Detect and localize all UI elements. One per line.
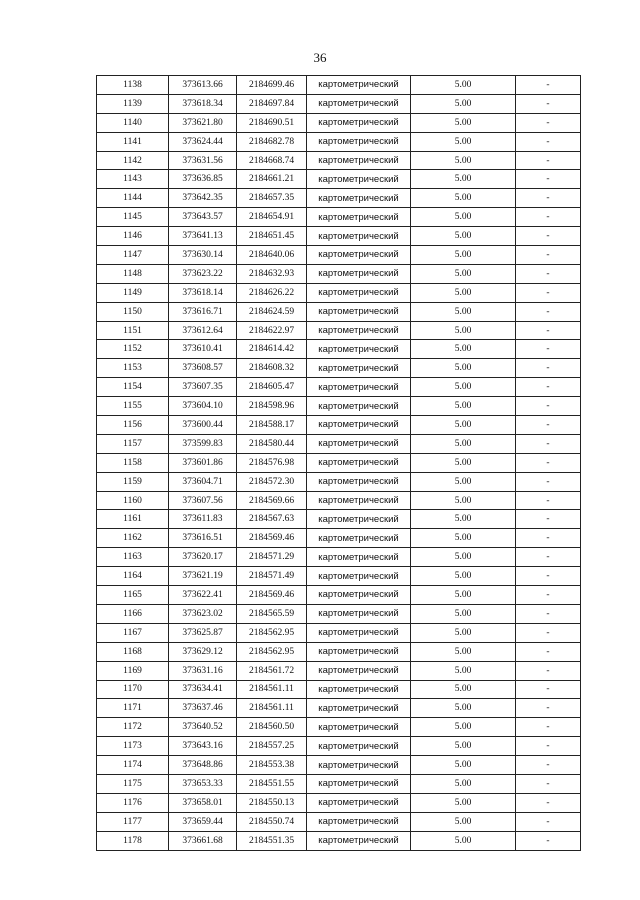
description-cell: -	[516, 831, 581, 850]
x-coordinate-cell: 373600.44	[169, 416, 237, 435]
x-coordinate-cell: 373613.66	[169, 76, 237, 95]
x-coordinate-cell: 373648.86	[169, 756, 237, 775]
description-cell: -	[516, 170, 581, 189]
table-row	[97, 529, 581, 548]
y-coordinate-cell: 2184626.22	[237, 283, 307, 302]
description-cell: -	[516, 76, 581, 95]
x-coordinate-cell: 373607.56	[169, 491, 237, 510]
accuracy-cell: 5.00	[411, 567, 516, 586]
description-cell: -	[516, 548, 581, 567]
x-coordinate-cell: 373604.10	[169, 397, 237, 416]
accuracy-cell: 5.00	[411, 76, 516, 95]
y-coordinate-cell: 2184654.91	[237, 208, 307, 227]
method-cell: картометрический	[307, 397, 411, 416]
description-cell: -	[516, 264, 581, 283]
accuracy-cell: 5.00	[411, 170, 516, 189]
y-coordinate-cell: 2184661.21	[237, 170, 307, 189]
point-number-cell: 1162	[97, 529, 169, 548]
y-coordinate-cell: 2184598.96	[237, 397, 307, 416]
method-cell: картометрический	[307, 793, 411, 812]
point-number-cell: 1163	[97, 548, 169, 567]
description-cell: -	[516, 680, 581, 699]
table-row	[97, 246, 581, 265]
description-cell: -	[516, 434, 581, 453]
description-cell: -	[516, 604, 581, 623]
description-cell: -	[516, 737, 581, 756]
method-cell: картометрический	[307, 340, 411, 359]
table-row	[97, 208, 581, 227]
method-cell: картометрический	[307, 189, 411, 208]
point-number-cell: 1172	[97, 718, 169, 737]
description-cell: -	[516, 340, 581, 359]
method-cell: картометрический	[307, 283, 411, 302]
method-cell: картометрический	[307, 378, 411, 397]
accuracy-cell: 5.00	[411, 831, 516, 850]
method-cell: картометрический	[307, 321, 411, 340]
accuracy-cell: 5.00	[411, 453, 516, 472]
table-row	[97, 680, 581, 699]
y-coordinate-cell: 2184553.38	[237, 756, 307, 775]
y-coordinate-cell: 2184569.66	[237, 491, 307, 510]
table-row	[97, 567, 581, 586]
point-number-cell: 1140	[97, 113, 169, 132]
accuracy-cell: 5.00	[411, 529, 516, 548]
table-row	[97, 718, 581, 737]
accuracy-cell: 5.00	[411, 812, 516, 831]
point-number-cell: 1167	[97, 623, 169, 642]
description-cell: -	[516, 208, 581, 227]
x-coordinate-cell: 373625.87	[169, 623, 237, 642]
accuracy-cell: 5.00	[411, 359, 516, 378]
accuracy-cell: 5.00	[411, 699, 516, 718]
x-coordinate-cell: 373661.68	[169, 831, 237, 850]
x-coordinate-cell: 373623.22	[169, 264, 237, 283]
y-coordinate-cell: 2184614.42	[237, 340, 307, 359]
description-cell: -	[516, 132, 581, 151]
table-row	[97, 189, 581, 208]
point-number-cell: 1158	[97, 453, 169, 472]
x-coordinate-cell: 373631.56	[169, 151, 237, 170]
method-cell: картометрический	[307, 491, 411, 510]
point-number-cell: 1164	[97, 567, 169, 586]
table-row	[97, 472, 581, 491]
description-cell: -	[516, 699, 581, 718]
table-row	[97, 359, 581, 378]
description-cell: -	[516, 718, 581, 737]
point-number-cell: 1177	[97, 812, 169, 831]
method-cell: картометрический	[307, 359, 411, 378]
table-row	[97, 227, 581, 246]
method-cell: картометрический	[307, 76, 411, 95]
x-coordinate-cell: 373621.80	[169, 113, 237, 132]
x-coordinate-cell: 373607.35	[169, 378, 237, 397]
y-coordinate-cell: 2184572.30	[237, 472, 307, 491]
method-cell: картометрический	[307, 246, 411, 265]
accuracy-cell: 5.00	[411, 510, 516, 529]
y-coordinate-cell: 2184682.78	[237, 132, 307, 151]
table-row	[97, 623, 581, 642]
x-coordinate-cell: 373637.46	[169, 699, 237, 718]
y-coordinate-cell: 2184588.17	[237, 416, 307, 435]
table-row	[97, 340, 581, 359]
method-cell: картометрический	[307, 774, 411, 793]
table-row	[97, 132, 581, 151]
point-number-cell: 1174	[97, 756, 169, 775]
point-number-cell: 1165	[97, 586, 169, 605]
x-coordinate-cell: 373618.14	[169, 283, 237, 302]
accuracy-cell: 5.00	[411, 321, 516, 340]
y-coordinate-cell: 2184690.51	[237, 113, 307, 132]
table-row	[97, 793, 581, 812]
y-coordinate-cell: 2184567.63	[237, 510, 307, 529]
y-coordinate-cell: 2184551.35	[237, 831, 307, 850]
method-cell: картометрический	[307, 151, 411, 170]
point-number-cell: 1145	[97, 208, 169, 227]
description-cell: -	[516, 113, 581, 132]
point-number-cell: 1169	[97, 661, 169, 680]
x-coordinate-cell: 373616.51	[169, 529, 237, 548]
method-cell: картометрический	[307, 510, 411, 529]
accuracy-cell: 5.00	[411, 642, 516, 661]
accuracy-cell: 5.00	[411, 737, 516, 756]
method-cell: картометрический	[307, 472, 411, 491]
table-row	[97, 416, 581, 435]
x-coordinate-cell: 373611.83	[169, 510, 237, 529]
accuracy-cell: 5.00	[411, 189, 516, 208]
description-cell: -	[516, 397, 581, 416]
point-number-cell: 1160	[97, 491, 169, 510]
point-number-cell: 1154	[97, 378, 169, 397]
point-number-cell: 1147	[97, 246, 169, 265]
method-cell: картометрический	[307, 434, 411, 453]
accuracy-cell: 5.00	[411, 774, 516, 793]
y-coordinate-cell: 2184580.44	[237, 434, 307, 453]
y-coordinate-cell: 2184640.06	[237, 246, 307, 265]
point-number-cell: 1153	[97, 359, 169, 378]
y-coordinate-cell: 2184569.46	[237, 529, 307, 548]
x-coordinate-cell: 373624.44	[169, 132, 237, 151]
table-row	[97, 586, 581, 605]
method-cell: картометрический	[307, 756, 411, 775]
point-number-cell: 1148	[97, 264, 169, 283]
accuracy-cell: 5.00	[411, 793, 516, 812]
point-number-cell: 1150	[97, 302, 169, 321]
y-coordinate-cell: 2184557.25	[237, 737, 307, 756]
point-number-cell: 1161	[97, 510, 169, 529]
point-number-cell: 1138	[97, 76, 169, 95]
table-row	[97, 76, 581, 95]
accuracy-cell: 5.00	[411, 604, 516, 623]
method-cell: картометрический	[307, 94, 411, 113]
point-number-cell: 1152	[97, 340, 169, 359]
y-coordinate-cell: 2184561.11	[237, 680, 307, 699]
y-coordinate-cell: 2184569.46	[237, 586, 307, 605]
description-cell: -	[516, 793, 581, 812]
point-number-cell: 1155	[97, 397, 169, 416]
y-coordinate-cell: 2184624.59	[237, 302, 307, 321]
point-number-cell: 1168	[97, 642, 169, 661]
table-row	[97, 737, 581, 756]
method-cell: картометрический	[307, 680, 411, 699]
x-coordinate-cell: 373640.52	[169, 718, 237, 737]
method-cell: картометрический	[307, 170, 411, 189]
method-cell: картометрический	[307, 718, 411, 737]
y-coordinate-cell: 2184622.97	[237, 321, 307, 340]
method-cell: картометрический	[307, 812, 411, 831]
description-cell: -	[516, 246, 581, 265]
description-cell: -	[516, 529, 581, 548]
description-cell: -	[516, 453, 581, 472]
description-cell: -	[516, 359, 581, 378]
x-coordinate-cell: 373643.57	[169, 208, 237, 227]
description-cell: -	[516, 472, 581, 491]
x-coordinate-cell: 373653.33	[169, 774, 237, 793]
description-cell: -	[516, 491, 581, 510]
y-coordinate-cell: 2184550.13	[237, 793, 307, 812]
method-cell: картометрический	[307, 208, 411, 227]
description-cell: -	[516, 227, 581, 246]
description-cell: -	[516, 510, 581, 529]
x-coordinate-cell: 373631.16	[169, 661, 237, 680]
page-number: 36	[313, 50, 327, 65]
accuracy-cell: 5.00	[411, 491, 516, 510]
accuracy-cell: 5.00	[411, 548, 516, 567]
method-cell: картометрический	[307, 302, 411, 321]
method-cell: картометрический	[307, 831, 411, 850]
accuracy-cell: 5.00	[411, 623, 516, 642]
accuracy-cell: 5.00	[411, 340, 516, 359]
y-coordinate-cell: 2184632.93	[237, 264, 307, 283]
accuracy-cell: 5.00	[411, 302, 516, 321]
x-coordinate-cell: 373610.41	[169, 340, 237, 359]
y-coordinate-cell: 2184551.55	[237, 774, 307, 793]
table-row	[97, 604, 581, 623]
table-row	[97, 434, 581, 453]
x-coordinate-cell: 373616.71	[169, 302, 237, 321]
table-row	[97, 642, 581, 661]
point-number-cell: 1142	[97, 151, 169, 170]
y-coordinate-cell: 2184697.84	[237, 94, 307, 113]
x-coordinate-cell: 373623.02	[169, 604, 237, 623]
method-cell: картометрический	[307, 661, 411, 680]
x-coordinate-cell: 373618.34	[169, 94, 237, 113]
table-row	[97, 699, 581, 718]
x-coordinate-cell: 373608.57	[169, 359, 237, 378]
y-coordinate-cell: 2184571.49	[237, 567, 307, 586]
point-number-cell: 1156	[97, 416, 169, 435]
method-cell: картометрический	[307, 623, 411, 642]
point-number-cell: 1176	[97, 793, 169, 812]
description-cell: -	[516, 812, 581, 831]
x-coordinate-cell: 373636.85	[169, 170, 237, 189]
point-number-cell: 1146	[97, 227, 169, 246]
accuracy-cell: 5.00	[411, 378, 516, 397]
y-coordinate-cell: 2184561.72	[237, 661, 307, 680]
y-coordinate-cell: 2184560.50	[237, 718, 307, 737]
accuracy-cell: 5.00	[411, 94, 516, 113]
x-coordinate-cell: 373643.16	[169, 737, 237, 756]
description-cell: -	[516, 586, 581, 605]
x-coordinate-cell: 373621.19	[169, 567, 237, 586]
point-number-cell: 1159	[97, 472, 169, 491]
x-coordinate-cell: 373601.86	[169, 453, 237, 472]
method-cell: картометрический	[307, 132, 411, 151]
table-row	[97, 283, 581, 302]
y-coordinate-cell: 2184561.11	[237, 699, 307, 718]
point-number-cell: 1141	[97, 132, 169, 151]
accuracy-cell: 5.00	[411, 264, 516, 283]
x-coordinate-cell: 373604.71	[169, 472, 237, 491]
x-coordinate-cell: 373612.64	[169, 321, 237, 340]
coordinates-table	[96, 75, 581, 851]
table-row	[97, 94, 581, 113]
table-row	[97, 321, 581, 340]
method-cell: картометрический	[307, 227, 411, 246]
table-row	[97, 170, 581, 189]
x-coordinate-cell: 373629.12	[169, 642, 237, 661]
table-row	[97, 491, 581, 510]
x-coordinate-cell: 373659.44	[169, 812, 237, 831]
method-cell: картометрический	[307, 642, 411, 661]
accuracy-cell: 5.00	[411, 397, 516, 416]
point-number-cell: 1149	[97, 283, 169, 302]
y-coordinate-cell: 2184699.46	[237, 76, 307, 95]
description-cell: -	[516, 94, 581, 113]
point-number-cell: 1171	[97, 699, 169, 718]
table-row	[97, 397, 581, 416]
x-coordinate-cell: 373641.13	[169, 227, 237, 246]
description-cell: -	[516, 283, 581, 302]
accuracy-cell: 5.00	[411, 283, 516, 302]
description-cell: -	[516, 378, 581, 397]
accuracy-cell: 5.00	[411, 113, 516, 132]
table-row	[97, 831, 581, 850]
method-cell: картометрический	[307, 113, 411, 132]
point-number-cell: 1175	[97, 774, 169, 793]
accuracy-cell: 5.00	[411, 151, 516, 170]
table-row	[97, 756, 581, 775]
x-coordinate-cell: 373658.01	[169, 793, 237, 812]
table-row	[97, 378, 581, 397]
point-number-cell: 1170	[97, 680, 169, 699]
description-cell: -	[516, 416, 581, 435]
x-coordinate-cell: 373634.41	[169, 680, 237, 699]
accuracy-cell: 5.00	[411, 434, 516, 453]
method-cell: картометрический	[307, 737, 411, 756]
description-cell: -	[516, 661, 581, 680]
point-number-cell: 1139	[97, 94, 169, 113]
method-cell: картометрический	[307, 699, 411, 718]
method-cell: картометрический	[307, 453, 411, 472]
y-coordinate-cell: 2184550.74	[237, 812, 307, 831]
point-number-cell: 1157	[97, 434, 169, 453]
description-cell: -	[516, 567, 581, 586]
table-row	[97, 302, 581, 321]
table-row	[97, 453, 581, 472]
method-cell: картометрический	[307, 567, 411, 586]
accuracy-cell: 5.00	[411, 246, 516, 265]
point-number-cell: 1166	[97, 604, 169, 623]
y-coordinate-cell: 2184562.95	[237, 642, 307, 661]
y-coordinate-cell: 2184608.32	[237, 359, 307, 378]
accuracy-cell: 5.00	[411, 208, 516, 227]
method-cell: картометрический	[307, 416, 411, 435]
point-number-cell: 1173	[97, 737, 169, 756]
y-coordinate-cell: 2184565.59	[237, 604, 307, 623]
y-coordinate-cell: 2184571.29	[237, 548, 307, 567]
description-cell: -	[516, 151, 581, 170]
accuracy-cell: 5.00	[411, 472, 516, 491]
point-number-cell: 1178	[97, 831, 169, 850]
accuracy-cell: 5.00	[411, 756, 516, 775]
description-cell: -	[516, 642, 581, 661]
description-cell: -	[516, 321, 581, 340]
accuracy-cell: 5.00	[411, 586, 516, 605]
coordinates-table-body	[97, 76, 581, 851]
table-row	[97, 510, 581, 529]
x-coordinate-cell: 373630.14	[169, 246, 237, 265]
accuracy-cell: 5.00	[411, 718, 516, 737]
method-cell: картометрический	[307, 548, 411, 567]
table-row	[97, 774, 581, 793]
x-coordinate-cell: 373599.83	[169, 434, 237, 453]
description-cell: -	[516, 302, 581, 321]
table-row	[97, 264, 581, 283]
method-cell: картометрический	[307, 529, 411, 548]
accuracy-cell: 5.00	[411, 132, 516, 151]
y-coordinate-cell: 2184605.47	[237, 378, 307, 397]
x-coordinate-cell: 373622.41	[169, 586, 237, 605]
table-row	[97, 548, 581, 567]
y-coordinate-cell: 2184562.95	[237, 623, 307, 642]
table-row	[97, 661, 581, 680]
method-cell: картометрический	[307, 264, 411, 283]
accuracy-cell: 5.00	[411, 680, 516, 699]
description-cell: -	[516, 189, 581, 208]
point-number-cell: 1151	[97, 321, 169, 340]
description-cell: -	[516, 756, 581, 775]
method-cell: картометрический	[307, 604, 411, 623]
method-cell: картометрический	[307, 586, 411, 605]
point-number-cell: 1144	[97, 189, 169, 208]
x-coordinate-cell: 373642.35	[169, 189, 237, 208]
table-row	[97, 113, 581, 132]
accuracy-cell: 5.00	[411, 227, 516, 246]
x-coordinate-cell: 373620.17	[169, 548, 237, 567]
y-coordinate-cell: 2184657.35	[237, 189, 307, 208]
table-row	[97, 151, 581, 170]
y-coordinate-cell: 2184651.45	[237, 227, 307, 246]
table-row	[97, 812, 581, 831]
y-coordinate-cell: 2184576.98	[237, 453, 307, 472]
point-number-cell: 1143	[97, 170, 169, 189]
description-cell: -	[516, 774, 581, 793]
description-cell: -	[516, 623, 581, 642]
accuracy-cell: 5.00	[411, 416, 516, 435]
accuracy-cell: 5.00	[411, 661, 516, 680]
y-coordinate-cell: 2184668.74	[237, 151, 307, 170]
